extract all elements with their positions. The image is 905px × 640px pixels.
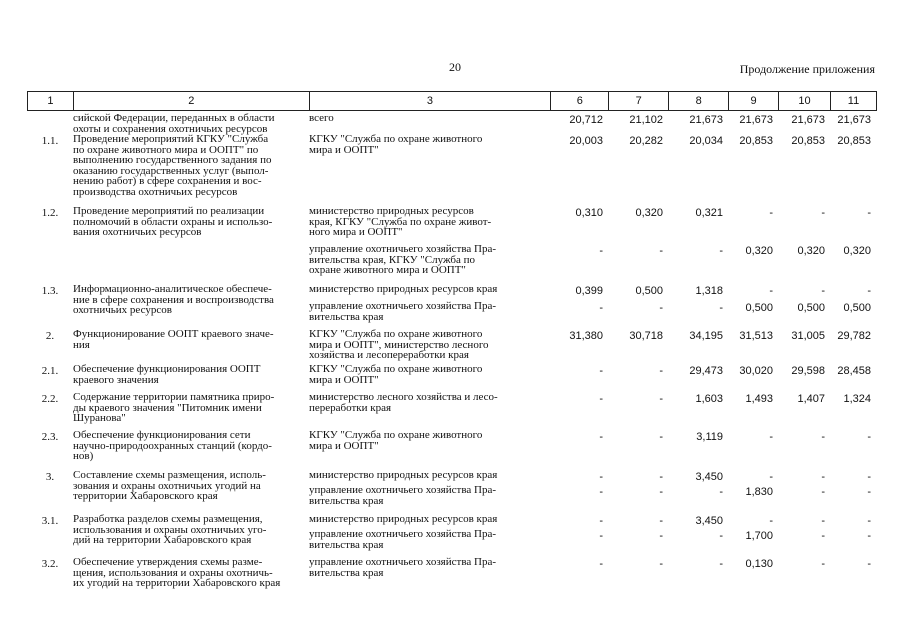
value-cell: - <box>769 515 773 527</box>
value-cell: 1,324 <box>843 393 871 405</box>
value-cell: - <box>821 515 825 527</box>
responsible-executor: министерство природных ресурсов края, КГКУ "Служба по охране живот- ного мира и ООПТ" <box>309 205 492 238</box>
measure-name: Проведение мероприятий по реализации полномочий в области охраны и использо- вания охотничьих ресурсов <box>73 205 273 238</box>
table-row <box>27 430 877 470</box>
measure-name: Составление схемы размещения, исполь- зования и охраны охотничьих угодий на территории Хабаровского края <box>73 469 266 502</box>
value-cell: 3,450 <box>695 471 723 483</box>
value-cell: 20,282 <box>629 135 663 147</box>
value-cell: 30,718 <box>629 330 663 342</box>
value-cell: - <box>719 530 723 542</box>
value-cell: 21,673 <box>689 114 723 126</box>
value-cell: - <box>659 530 663 542</box>
value-cell: 0,321 <box>695 207 723 219</box>
value-cell: 0,310 <box>575 207 603 219</box>
responsible-executor: министерство природных ресурсов края <box>309 513 498 525</box>
value-cell: - <box>659 365 663 377</box>
value-cell: 20,034 <box>689 135 723 147</box>
row-number: 3. <box>45 471 55 483</box>
value-cell: - <box>867 515 871 527</box>
header-cell: 10 <box>779 92 831 111</box>
value-cell: 30,020 <box>739 365 773 377</box>
value-cell: - <box>599 530 603 542</box>
value-cell: - <box>769 471 773 483</box>
responsible-executor: управление охотничьего хозяйства Пра- вительства края <box>309 300 496 323</box>
value-cell: - <box>659 393 663 405</box>
value-cell: - <box>719 486 723 498</box>
value-cell: 0,130 <box>745 558 773 570</box>
value-cell: - <box>659 515 663 527</box>
value-cell: 0,320 <box>843 245 871 257</box>
value-cell: 0,320 <box>635 207 663 219</box>
table-header <box>27 91 877 111</box>
header-cell: 9 <box>729 92 779 111</box>
row-number <box>27 113 73 134</box>
value-cell: - <box>719 245 723 257</box>
responsible-executor: всего <box>309 112 334 124</box>
header-cell: 11 <box>830 92 876 111</box>
responsible-executor: КГКУ "Служба по охране животного мира и ООПТ" <box>309 363 483 386</box>
responsible-executor: КГКУ "Служба по охране животного мира и ООПТ", министерство лесного хозяйства и лесопереработки края <box>309 328 489 361</box>
value-cell: 3,119 <box>696 431 723 443</box>
row-number: 2.3. <box>41 431 59 443</box>
value-cell: 29,782 <box>837 330 871 342</box>
value-cell: 0,500 <box>843 302 871 314</box>
value-cell: 20,853 <box>837 135 871 147</box>
header-cell: 7 <box>609 92 669 111</box>
value-cell: 31,513 <box>739 330 773 342</box>
row-number: 1.2. <box>41 207 59 219</box>
header-cell: 6 <box>551 92 609 111</box>
page-number: 20 <box>449 60 461 74</box>
header-cell: 2 <box>73 92 309 111</box>
value-cell: 20,712 <box>569 114 603 126</box>
value-cell: 0,500 <box>635 285 663 297</box>
value-cell: - <box>769 431 773 443</box>
measure-name: Информационно-аналитическое обеспече- ние в сфере сохранения и воспроизводства охотничьих ресурсов <box>73 283 274 316</box>
table-row <box>27 364 877 392</box>
value-cell: 0,399 <box>575 285 603 297</box>
responsible-executor: управление охотничьего хозяйства Пра- вительства края <box>309 528 496 551</box>
measure-name: Обеспечение функционирования ООПТ краевого значения <box>73 363 261 386</box>
row-number: 3.2. <box>41 558 59 570</box>
value-cell: - <box>769 285 773 297</box>
value-cell: - <box>719 302 723 314</box>
value-cell: - <box>821 431 825 443</box>
responsible-executor: управление охотничьего хозяйства Пра- вительства края <box>309 556 496 579</box>
value-cell: 20,003 <box>569 135 603 147</box>
value-cell: 31,380 <box>569 330 603 342</box>
table-row <box>27 113 877 134</box>
header-cell: 1 <box>28 92 74 111</box>
value-cell: - <box>599 471 603 483</box>
value-cell: 29,598 <box>791 365 825 377</box>
responsible-executor: управление охотничьего хозяйства Пра- вительства края <box>309 484 496 507</box>
value-cell: 1,700 <box>745 530 773 542</box>
responsible-executor: КГКУ "Служба по охране животного мира и ООПТ" <box>309 133 483 156</box>
value-cell: - <box>821 530 825 542</box>
table-row <box>27 514 877 529</box>
measure-name: Проведение мероприятий КГКУ "Служба по охране животного мира и ООПТ" по выполнению государственного задания по оказанию государственных услуг (выпол- нению работ) в сфере сохранения и вос- производства охотничьих ресурсов <box>73 133 272 198</box>
value-cell: 31,005 <box>791 330 825 342</box>
value-cell: - <box>659 431 663 443</box>
value-cell: - <box>867 530 871 542</box>
value-cell: 21,673 <box>791 114 825 126</box>
table-row <box>27 557 877 591</box>
value-cell: 28,458 <box>837 365 871 377</box>
value-cell: - <box>867 207 871 219</box>
measure-name: сийской Федерации, переданных в области охоты и сохранения охотничьих ресурсов <box>73 112 275 135</box>
table-row <box>27 329 877 364</box>
value-cell: 21,673 <box>739 114 773 126</box>
measure-name: Обеспечение функционирования сети научно-природоохранных станций (кордо- нов) <box>73 429 272 462</box>
responsible-executor: министерство лесного хозяйства и лесо- переработки края <box>309 391 498 414</box>
value-cell: 1,407 <box>797 393 825 405</box>
value-cell: - <box>867 486 871 498</box>
responsible-executor: КГКУ "Служба по охране животного мира и ООПТ" <box>309 429 483 452</box>
value-cell: - <box>599 393 603 405</box>
value-cell: - <box>659 245 663 257</box>
value-cell: - <box>599 431 603 443</box>
value-cell: 1,830 <box>745 486 773 498</box>
value-cell: 29,473 <box>689 365 723 377</box>
value-cell: 3,450 <box>695 515 723 527</box>
value-cell: - <box>821 558 825 570</box>
value-cell: - <box>599 515 603 527</box>
value-cell: 0,500 <box>797 302 825 314</box>
row-number: 2. <box>45 330 55 342</box>
responsible-executor: министерство природных ресурсов края <box>309 469 498 481</box>
value-cell: 1,603 <box>695 393 723 405</box>
value-cell: 21,102 <box>629 114 663 126</box>
continuation-note: Продолжение приложения <box>739 62 875 76</box>
value-cell: - <box>599 558 603 570</box>
value-cell: - <box>821 486 825 498</box>
value-cell: 0,320 <box>797 245 825 257</box>
table-row <box>27 206 877 244</box>
row-number: 1.3. <box>41 285 59 297</box>
value-cell: - <box>599 486 603 498</box>
table-row <box>27 284 877 301</box>
value-cell: - <box>719 558 723 570</box>
table-row <box>27 470 877 485</box>
value-cell: 21,673 <box>837 114 871 126</box>
measure-name: Обеспечение утверждения схемы разме- щения, использования и охраны охотничь- их угодий на территории Хабаровского края <box>73 556 281 589</box>
value-cell: - <box>659 471 663 483</box>
measure-name: Функционирование ООПТ краевого значе- ния <box>73 328 274 351</box>
value-cell: - <box>599 302 603 314</box>
row-number: 2.1. <box>41 365 59 377</box>
value-cell: 34,195 <box>689 330 723 342</box>
value-cell: - <box>599 245 603 257</box>
table-row <box>27 134 877 206</box>
value-cell: 20,853 <box>791 135 825 147</box>
value-cell: 0,320 <box>745 245 773 257</box>
measure-name: Разработка разделов схемы размещения, использования и охраны охотничьих уго- дий на территории Хабаровского края <box>73 513 267 546</box>
value-cell: 1,318 <box>695 285 723 297</box>
value-cell: - <box>659 486 663 498</box>
value-cell: - <box>867 558 871 570</box>
value-cell: 1,493 <box>745 393 773 405</box>
row-number: 1.1. <box>41 135 59 147</box>
header-cell: 3 <box>309 92 551 111</box>
value-cell: - <box>821 207 825 219</box>
responsible-executor: управление охотничьего хозяйства Пра- вительства края, КГКУ "Служба по охране животного мира и ООПТ" <box>309 243 496 276</box>
table-row <box>27 392 877 430</box>
value-cell: - <box>769 207 773 219</box>
value-cell: 20,853 <box>739 135 773 147</box>
value-cell: 0,500 <box>745 302 773 314</box>
value-cell: - <box>867 471 871 483</box>
value-cell: - <box>659 302 663 314</box>
header-cell: 8 <box>669 92 729 111</box>
value-cell: - <box>599 365 603 377</box>
measure-name: Содержание территории памятника приро- ды краевого значения "Питомник имени Шуранова" <box>73 391 275 424</box>
value-cell: - <box>867 285 871 297</box>
value-cell: - <box>821 471 825 483</box>
value-cell: - <box>867 431 871 443</box>
row-number: 2.2. <box>41 393 59 405</box>
value-cell: - <box>821 285 825 297</box>
data-table <box>27 113 877 591</box>
row-number: 3.1. <box>41 515 59 527</box>
responsible-executor: министерство природных ресурсов края <box>309 283 498 295</box>
value-cell: - <box>659 558 663 570</box>
